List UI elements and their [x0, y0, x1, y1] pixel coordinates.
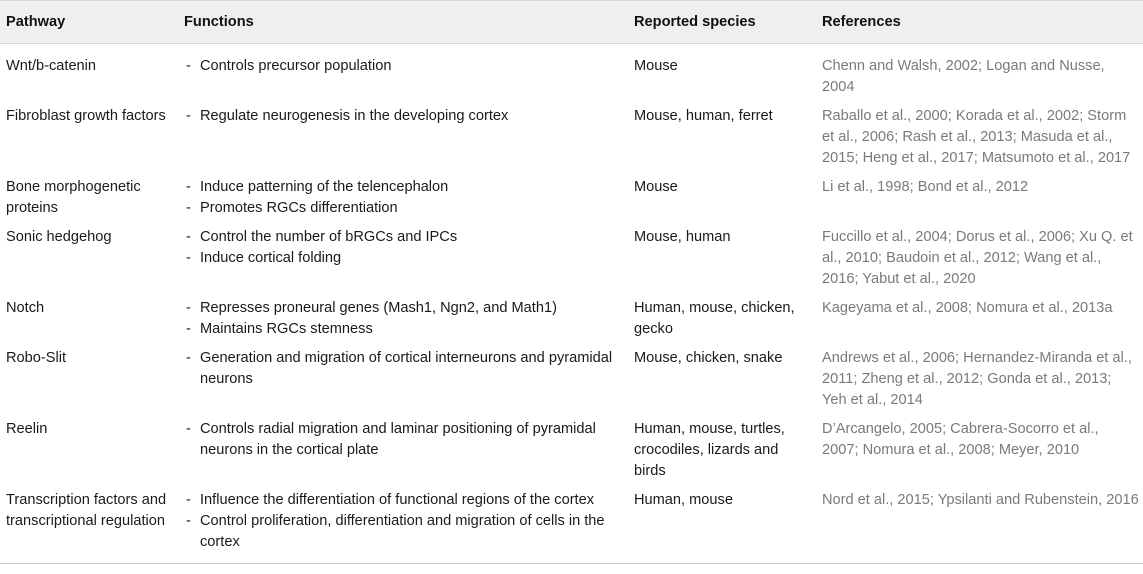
- functions-cell: [178, 102, 628, 173]
- table-row: [0, 102, 1143, 173]
- species-cell: Human, mouse, turtles, crocodiles, lizards and birds: [634, 421, 785, 479]
- table-row: [0, 44, 1143, 103]
- function-item: - Control proliferation, differentiation and migration of cells in the cortex: [184, 511, 624, 553]
- references-cell: Li et al., 1998; Bond et al., 2012: [822, 179, 1029, 195]
- pathway-cell: Reelin: [6, 421, 48, 437]
- references-cell: Kageyama et al., 2008; Nomura et al., 2013a: [822, 300, 1113, 316]
- functions-cell: [178, 173, 628, 223]
- references-cell: Andrews et al., 2006; Hernandez-Miranda et al., 2011; Zheng et al., 2012; Gonda et al., 2013; Yeh et al., 2014: [822, 350, 1132, 408]
- species-cell: Mouse: [634, 58, 678, 74]
- species-cell: Mouse, human, ferret: [634, 108, 773, 124]
- functions-cell: [178, 294, 628, 344]
- references-cell: Chenn and Walsh, 2002; Logan and Nusse, 2004: [822, 58, 1105, 95]
- species-cell: Mouse: [634, 179, 678, 195]
- pathway-cell: Fibroblast growth factors: [6, 108, 166, 124]
- function-item: - Regulate neurogenesis in the developing cortex: [184, 106, 624, 127]
- species-cell: Human, mouse: [628, 486, 816, 564]
- function-item: - Promotes RGCs differentiation: [184, 198, 624, 219]
- function-item: - Controls precursor population: [184, 56, 624, 77]
- functions-cell: [178, 344, 628, 415]
- pathway-cell: Bone morphogenetic proteins: [6, 179, 141, 216]
- references-cell: D’Arcangelo, 2005; Cabrera-Socorro et al., 2007; Nomura et al., 2008; Meyer, 2010: [822, 421, 1099, 458]
- function-item: - Maintains RGCs stemness: [184, 319, 624, 340]
- references-cell: Raballo et al., 2000; Korada et al., 2002; Storm et al., 2006; Rash et al., 2013; Masuda et al., 2015; Heng et al., 2017; Matsumoto et al., 2017: [822, 108, 1131, 166]
- species-cell: Human, mouse, chicken, gecko: [634, 300, 795, 337]
- table-row: [0, 344, 1143, 415]
- function-item: - Control the number of bRGCs and IPCs: [184, 227, 624, 248]
- table-row: [0, 294, 1143, 344]
- header-functions: Functions: [178, 1, 628, 44]
- species-cell: Mouse, chicken, snake: [634, 350, 783, 366]
- references-cell: Fuccillo et al., 2004; Dorus et al., 2006; Xu Q. et al., 2010; Baudoin et al., 2012; Wang et al., 2016; Yabut et al., 2020: [822, 229, 1133, 287]
- functions-cell: [178, 44, 628, 103]
- functions-cell: [178, 223, 628, 294]
- function-item: - Induce cortical folding: [184, 248, 624, 269]
- table-row: [0, 173, 1143, 223]
- function-item: - Induce patterning of the telencephalon: [184, 177, 624, 198]
- functions-cell: [178, 486, 628, 564]
- function-item: - Controls radial migration and laminar positioning of pyramidal neurons in the cortical plate: [184, 419, 624, 461]
- table-row: [0, 415, 1143, 486]
- pathway-cell: Sonic hedgehog: [6, 229, 112, 245]
- pathway-cell: Robo-Slit: [6, 350, 67, 366]
- function-item: - Represses proneural genes (Mash1, Ngn2, and Math1): [184, 298, 624, 319]
- function-item: - Influence the differentiation of functional regions of the cortex: [184, 490, 624, 511]
- header-references: References: [816, 1, 1143, 44]
- pathway-cell: Wnt/b-catenin: [6, 58, 97, 74]
- header-row: [0, 1, 1143, 44]
- function-item: - Generation and migration of cortical interneurons and pyramidal neurons: [184, 348, 624, 390]
- table-row: [0, 223, 1143, 294]
- species-cell: Mouse, human: [634, 229, 731, 245]
- pathway-cell: Notch: [6, 300, 45, 316]
- table-row: [0, 486, 1143, 564]
- references-cell: Nord et al., 2015; Ypsilanti and Rubenstein, 2016: [816, 486, 1143, 564]
- pathway-cell: Transcription factors and transcriptional regulation: [0, 486, 178, 564]
- header-pathway: Pathway: [0, 1, 178, 44]
- functions-cell: [178, 415, 628, 486]
- header-species: Reported species: [628, 1, 816, 44]
